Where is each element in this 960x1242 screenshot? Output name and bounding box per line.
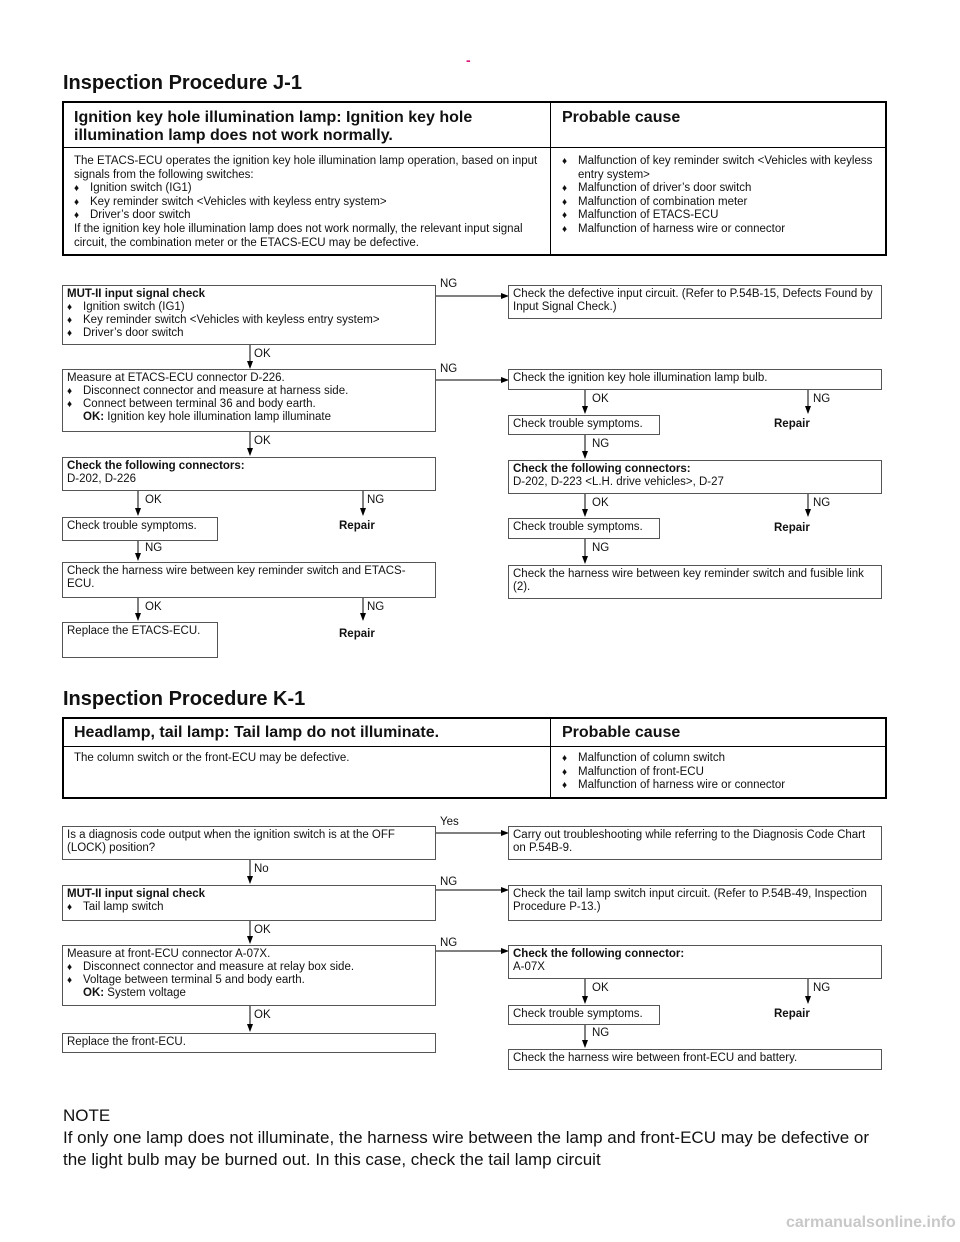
- k1-column-divider: [550, 719, 551, 797]
- j1-desc-list: [74, 182, 539, 223]
- k1-measure-title: Measure at front-ECU connector A-07X.: [67, 948, 271, 960]
- k1-measure-ok-label: OK:: [83, 987, 105, 999]
- j1-cause-header: Probable cause: [562, 109, 681, 126]
- list-item: ♦ Driver’s door switch: [74, 209, 539, 223]
- list-item: ♦ Tail lamp switch: [67, 901, 431, 914]
- j1-replace-box: Replace the ETACS-ECU.: [62, 622, 218, 658]
- j1-symptom: Ignition key hole illumination lamp: Ignition key hole illumination lamp does not work normally.: [74, 109, 473, 144]
- list-item: ♦ Key reminder switch <Vehicles with keyless entry system>: [74, 196, 539, 210]
- k1-mut-check-box: [62, 885, 436, 921]
- k1-measure-ok-text: System voltage: [107, 987, 186, 999]
- k1-symptom: Headlamp, tail lamp: Tail lamp do not illuminate.: [74, 724, 440, 741]
- k1-description: The column switch or the front-ECU may be defective.: [74, 752, 350, 764]
- list-item: ♦ Ignition switch (IG1): [74, 182, 539, 196]
- j1-bulb-ng: NG: [813, 393, 831, 405]
- list-item: ♦ Connect between terminal 36 and body earth.: [67, 398, 431, 411]
- j1-measure-ok-label: OK:: [83, 411, 105, 423]
- k1-title: Inspection Procedure K-1: [63, 688, 306, 710]
- j1-left-trouble-box: Check trouble symptoms.: [62, 517, 218, 541]
- j1-measure-title: Measure at ETACS-ECU connector D-226.: [67, 372, 285, 384]
- list-item: ♦ Ignition switch (IG1): [67, 301, 431, 314]
- k1-ok1-label: OK: [254, 924, 271, 936]
- k1-conn-title: Check the following connector:: [513, 948, 685, 960]
- k1-conn-ok: OK: [592, 982, 609, 994]
- k1-diag-question-box: Is a diagnosis code output when the ignition switch is at the OFF (LOCK) position?: [62, 826, 436, 860]
- list-item: ♦ Malfunction of front-ECU: [562, 766, 880, 780]
- j1-right-connectors-box: [508, 460, 882, 494]
- j1-left-repair1: Repair: [339, 520, 375, 532]
- k1-no-label: No: [254, 863, 269, 875]
- j1-description: [74, 155, 539, 250]
- j1-left-conn-list: D-202, D-226: [67, 473, 137, 485]
- list-item: ♦ Voltage between terminal 5 and body earth.: [67, 974, 431, 987]
- j1-ok2-label: OK: [254, 435, 271, 447]
- j1-left-harness-ng: NG: [367, 601, 385, 613]
- j1-column-divider: [550, 103, 551, 254]
- j1-measure-ok-text: Ignition key hole illumination lamp illuminate: [107, 411, 332, 423]
- j1-right-conn-title: Check the following connectors:: [513, 463, 691, 475]
- j1-title: Inspection Procedure J-1: [63, 72, 302, 94]
- list-item: ♦ Key reminder switch <Vehicles with keyless entry system>: [67, 314, 431, 327]
- note-text: If only one lamp does not illuminate, the harness wire between the lamp and front-ECU may be defective or the light bulb may be burned out. In this case, check the tail lamp circuit: [63, 1128, 870, 1169]
- j1-right-conn-ok: OK: [592, 497, 609, 509]
- j1-right-conn-list: D-202, D-223 <L.H. drive vehicles>, D-27: [513, 476, 724, 488]
- list-item: ♦ Malfunction of combination meter: [562, 196, 880, 210]
- watermark: carmanualsonline.info: [786, 1214, 956, 1231]
- list-item: ♦ Malfunction of driver’s door switch: [562, 182, 880, 196]
- j1-right-ng1: NG: [592, 438, 610, 450]
- k1-mut-title: MUT-II input signal check: [67, 888, 206, 900]
- j1-right-repair1: Repair: [774, 418, 810, 430]
- j1-right-trouble1-box: Check trouble symptoms.: [508, 415, 660, 435]
- k1-replace-box: Replace the front-ECU.: [62, 1033, 436, 1053]
- j1-bulb-check-box: Check the ignition key hole illumination lamp bulb.: [508, 369, 882, 390]
- k1-measure-box: [62, 945, 436, 1006]
- j1-right-conn-ng: NG: [813, 497, 831, 509]
- list-item: ♦ Disconnect connector and measure at relay box side.: [67, 961, 431, 974]
- k1-connector-box: [508, 945, 882, 979]
- k1-trouble-ng: NG: [592, 1027, 610, 1039]
- j1-left-conn-title: Check the following connectors:: [67, 460, 245, 472]
- list-item: ♦ Malfunction of harness wire or connector: [562, 223, 880, 237]
- j1-ng2-label: NG: [440, 363, 458, 375]
- j1-left-repair2: Repair: [339, 628, 375, 640]
- j1-ok1-label: OK: [254, 348, 271, 360]
- j1-desc-intro: The ETACS-ECU operates the ignition key hole illumination lamp operation, based on input signals from the following switches:: [74, 155, 538, 181]
- k1-ng1-label: NG: [440, 876, 458, 888]
- j1-causes: [562, 155, 880, 237]
- k1-yes-label: Yes: [440, 816, 459, 828]
- j1-right-trouble2-box: Check trouble symptoms.: [508, 518, 660, 539]
- page-mark: -: [466, 52, 471, 68]
- j1-right-ng2: NG: [592, 542, 610, 554]
- j1-left-ng: NG: [145, 542, 163, 554]
- j1-left-conn-ng: NG: [367, 494, 385, 506]
- k1-symptom-table: [62, 717, 887, 799]
- j1-right-repair2: Repair: [774, 522, 810, 534]
- j1-defective-input-box: Check the defective input circuit. (Refer to P.54B-15, Defects Found by Input Signal Check.): [508, 285, 882, 319]
- k1-causes: [562, 752, 880, 793]
- k1-repair: Repair: [774, 1008, 810, 1020]
- j1-symptom-table: [62, 101, 887, 256]
- j1-ng1-label: NG: [440, 278, 458, 290]
- j1-measure-box: [62, 369, 436, 432]
- j1-left-conn-ok: OK: [145, 494, 162, 506]
- j1-right-harness-box: Check the harness wire between key reminder switch and fusible link (2).: [508, 565, 882, 599]
- j1-left-harness-box: Check the harness wire between key reminder switch and ETACS-ECU.: [62, 562, 436, 598]
- j1-bulb-ok: OK: [592, 393, 609, 405]
- j1-left-connectors-box: [62, 457, 436, 491]
- k1-harness-box: Check the harness wire between front-ECU and battery.: [508, 1049, 882, 1070]
- list-item: ♦ Driver’s door switch: [67, 327, 431, 340]
- j1-mut-title: MUT-II input signal check: [67, 288, 206, 300]
- k1-cause-header: Probable cause: [562, 724, 681, 741]
- k1-ok2-label: OK: [254, 1009, 271, 1021]
- k1-conn-list: A-07X: [513, 961, 545, 973]
- list-item: ♦ Malfunction of harness wire or connector: [562, 779, 880, 793]
- list-item: ♦ Malfunction of column switch: [562, 752, 880, 766]
- j1-left-harness-ok: OK: [145, 601, 162, 613]
- list-item: ♦ Malfunction of ETACS-ECU: [562, 209, 880, 223]
- k1-tail-switch-box: Check the tail lamp switch input circuit. (Refer to P.54B-49, Inspection Procedure P-13.): [508, 885, 882, 921]
- j1-desc-outro: If the ignition key hole illumination lamp does not work normally, the relevant input signal circuit, the combination meter or the ETACS-ECU may be defective.: [74, 222, 523, 249]
- k1-trouble-box: Check trouble symptoms.: [508, 1005, 660, 1025]
- list-item: ♦ Malfunction of key reminder switch <Vehicles with keyless entry system>: [562, 155, 880, 182]
- list-item: ♦ Disconnect connector and measure at harness side.: [67, 385, 431, 398]
- k1-conn-ng: NG: [813, 982, 831, 994]
- note-title: NOTE: [63, 1106, 111, 1125]
- k1-ng2-label: NG: [440, 937, 458, 949]
- k1-diag-ref-box: Carry out troubleshooting while referring to the Diagnosis Code Chart on P.54B-9.: [508, 826, 882, 860]
- j1-mut-check-box: [62, 285, 436, 345]
